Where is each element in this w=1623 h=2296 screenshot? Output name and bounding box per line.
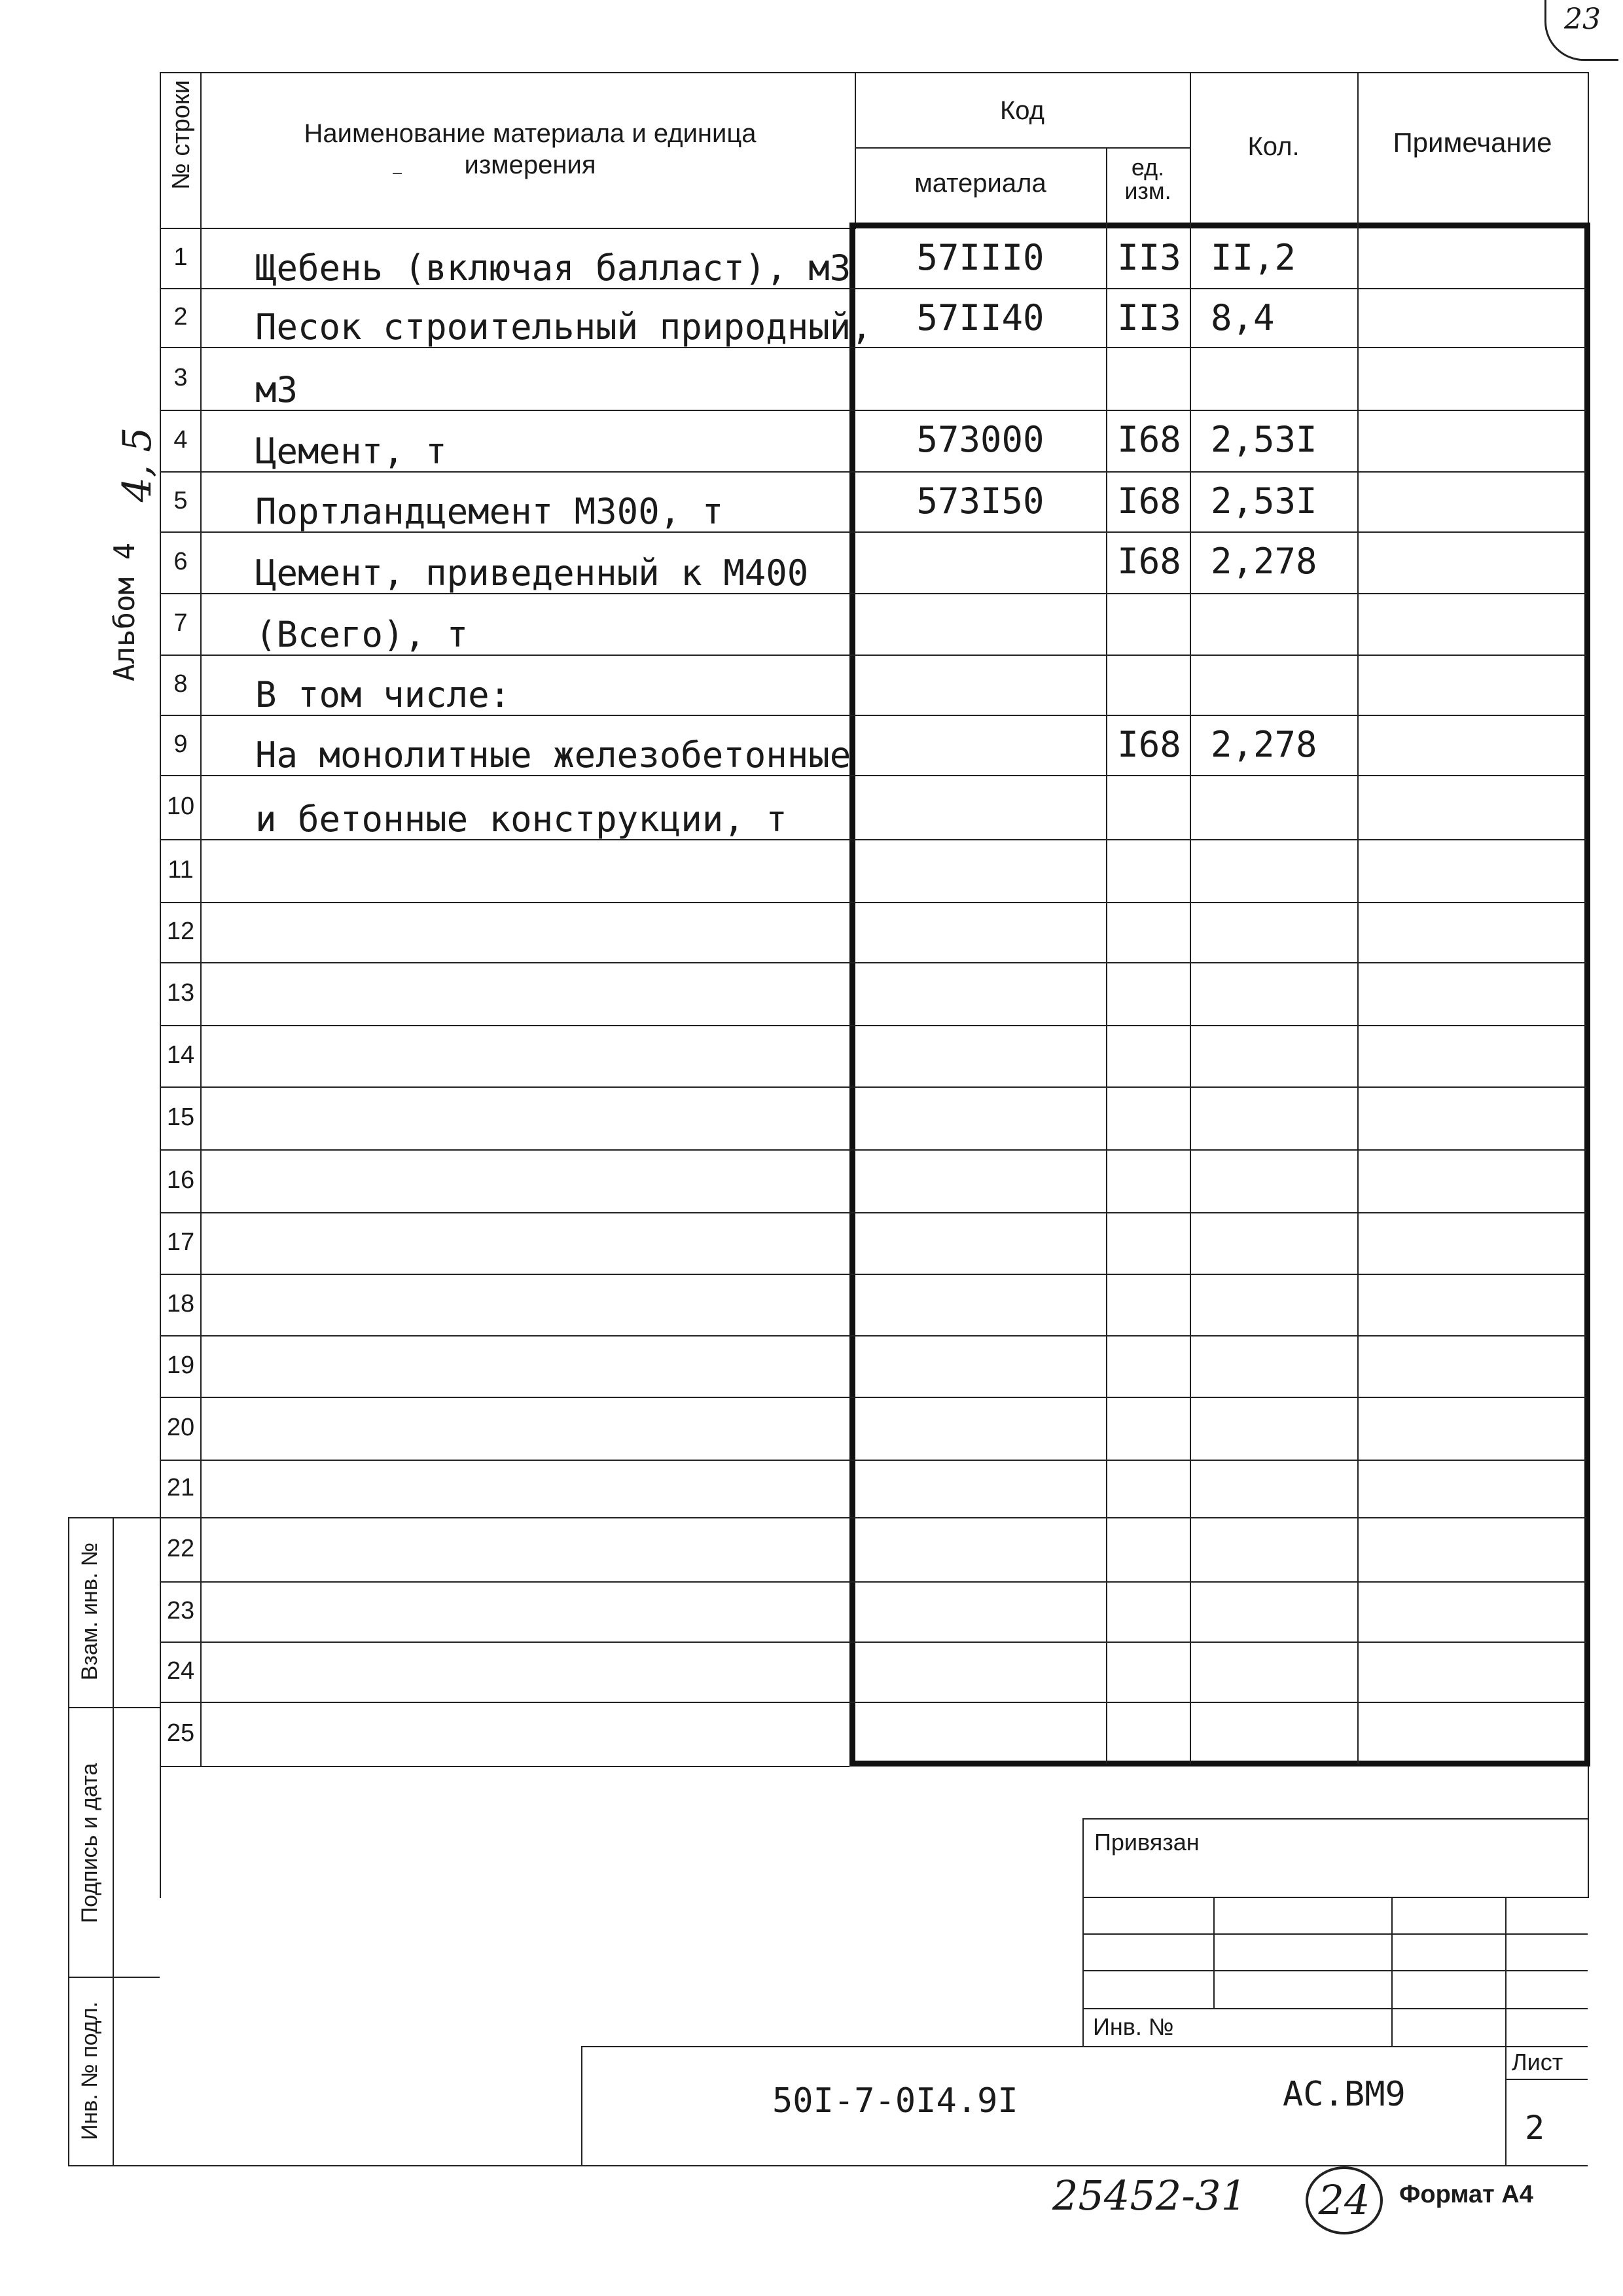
header-row-number: № строки [168,80,195,190]
quantity: II,2 [1211,237,1296,278]
row-number: 19 [166,1352,195,1379]
unit-code: II3 [1117,297,1181,338]
unit-code: I68 [1117,541,1181,582]
row-number: 10 [166,793,195,820]
row-number: 23 [166,1597,195,1624]
unit-code: I68 [1117,419,1181,460]
material-name: Песок строительный природный, [255,306,872,348]
row-number: 3 [173,364,188,391]
material-name: и бетонные конструкции, т [255,798,787,840]
vzam-inv-label: Взам. инв. № [77,1542,102,1681]
row-number: 16 [166,1166,195,1194]
archive-number: 25452-31 [1052,2172,1247,2219]
header-quantity: Кол. [1247,132,1300,161]
row-number: 21 [166,1474,195,1501]
quantity: 2,53I [1211,419,1317,460]
row-number: 24 [166,1657,195,1685]
row-number: 2 [173,303,188,331]
material-code: 57II40 [916,297,1044,338]
row-number: 1 [173,243,188,271]
row-number: 18 [166,1290,195,1318]
circled-page-number: 24 [1306,2166,1383,2234]
row-number: 22 [166,1535,195,1562]
document-code: 50I-7-0I4.9I [772,2081,1018,2121]
material-name: (Всего), т [255,614,469,655]
material-code: 57III0 [916,237,1044,278]
row-number: 14 [166,1041,195,1069]
material-name: Цемент, т [255,431,447,472]
header-note: Примечание [1393,127,1552,158]
album-handwritten: 4, 5 [115,427,160,503]
inv-no-label: Инв. № [1093,2013,1174,2040]
row-number: 4 [173,426,188,454]
row-number: 9 [173,730,188,758]
row-number: 20 [166,1414,195,1441]
material-name: м3 [255,369,298,410]
row-number: 8 [173,670,188,698]
material-code: 573I50 [916,480,1044,522]
material-name: В том числе: [255,674,511,715]
row-number: 13 [166,979,195,1007]
header-code-material: материала [914,169,1046,198]
material-name: На монолитные железобетонные [255,734,851,776]
format-label: Формат А4 [1399,2181,1533,2208]
row-number: 7 [173,609,188,637]
album-label: Альбом 4 [108,543,141,681]
row-number: 15 [166,1103,195,1131]
unit-code: I68 [1117,724,1181,765]
row-number: 5 [173,487,188,514]
header-code: Код [999,96,1044,125]
row-number: 6 [173,548,188,575]
quantity: 2,278 [1211,541,1317,582]
material-name: Щебень (включая балласт), м3 [255,247,851,289]
unit-code: I68 [1117,480,1181,522]
material-code: 573000 [916,419,1044,460]
privyazan-label: Привязан [1094,1829,1200,1856]
row-number: 17 [166,1229,195,1256]
quantity: 2,278 [1211,724,1317,765]
header-code-unit: ед. изм. [1124,154,1171,204]
row-number: 25 [166,1719,195,1747]
podpis-data-label: Подпись и дата [77,1763,102,1924]
material-name: Портландцемент М300, т [255,491,724,532]
corner-page-mark: 23 [1544,0,1618,61]
row-number: 12 [166,918,195,945]
row-number: 11 [168,856,194,884]
document-mark: АС.ВМ9 [1283,2075,1406,2114]
quantity: 8,4 [1211,297,1275,338]
header-material-name: Наименование материала и единица измерения [304,119,757,179]
unit-code: II3 [1117,237,1181,278]
quantity: 2,53I [1211,480,1317,522]
material-name: Цемент, приведенный к М400 [255,552,809,594]
header-name-dash [393,173,402,174]
inv-podl-label: Инв. № подл. [77,2001,102,2140]
sheet-label: Лист [1512,2049,1563,2075]
sheet-number: 2 [1525,2109,1545,2147]
